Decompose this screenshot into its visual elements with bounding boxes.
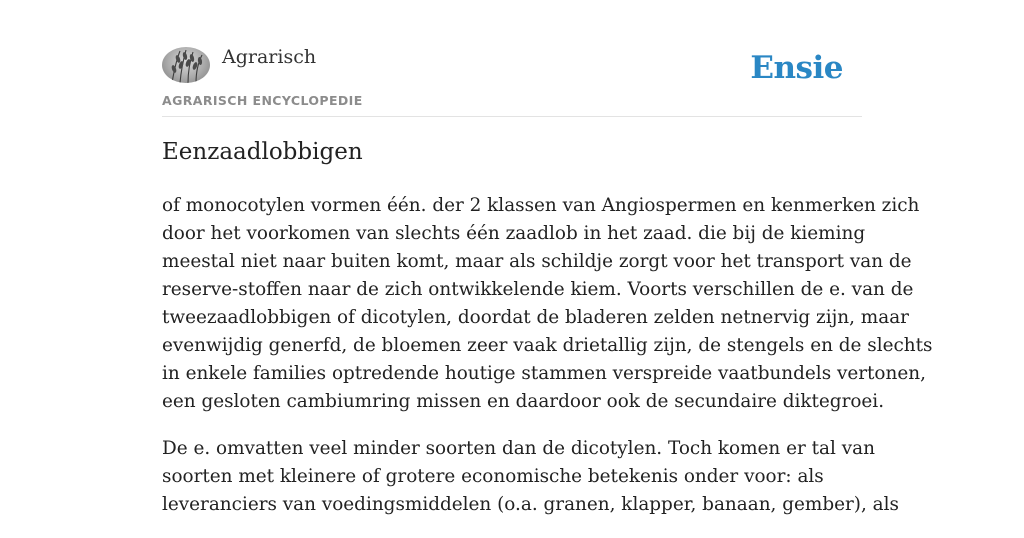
paragraph-line: leveranciers van voedingsmiddelen (o.a. granen, klapper, banaan, gember), als — [162, 494, 899, 515]
paragraph-line: tweezaadlobbigen of dicotylen, doordat de bladeren zelden netnervig zijn, maar — [162, 307, 909, 328]
article-title: Eenzaadlobbigen — [162, 139, 363, 165]
paragraph — [162, 192, 933, 416]
source-name[interactable]: Agrarisch — [222, 46, 317, 68]
wheat-logo-image[interactable] — [162, 47, 210, 83]
wheat-icon — [162, 47, 210, 83]
paragraph-line: soorten met kleinere of grotere economische betekenis onder voor: als — [162, 466, 824, 487]
paragraph — [162, 435, 899, 519]
paragraph-line: of monocotylen vormen één. der 2 klassen van Angiospermen en kenmerken zich — [162, 195, 920, 216]
paragraph-line: reserve-stoffen naar de zich ontwikkelende kiem. Voorts verschillen de e. van de — [162, 279, 914, 300]
article-body — [162, 192, 933, 538]
paragraph-line: in enkele families optredende houtige stammen verspreide vaatbundels vertonen, — [162, 363, 926, 384]
ensie-logo[interactable]: Ensie — [750, 50, 843, 86]
header — [162, 40, 862, 117]
source-subtitle: AGRARISCH ENCYCLOPEDIE — [162, 93, 363, 108]
paragraph-line: door het voorkomen van slechts één zaadlob in het zaad. die bij de kieming — [162, 223, 866, 244]
paragraph-line: meestal niet naar buiten komt, maar als schildje zorgt voor het transport van de — [162, 251, 912, 272]
paragraph-line: evenwijdig generfd, de bloemen zeer vaak drietallig zijn, de stengels en de slechts — [162, 335, 933, 356]
paragraph-line: een gesloten cambiumring missen en daardoor ook de secundaire diktegroei. — [162, 391, 885, 412]
paragraph-line: De e. omvatten veel minder soorten dan de dicotylen. Toch komen er tal van — [162, 438, 875, 459]
